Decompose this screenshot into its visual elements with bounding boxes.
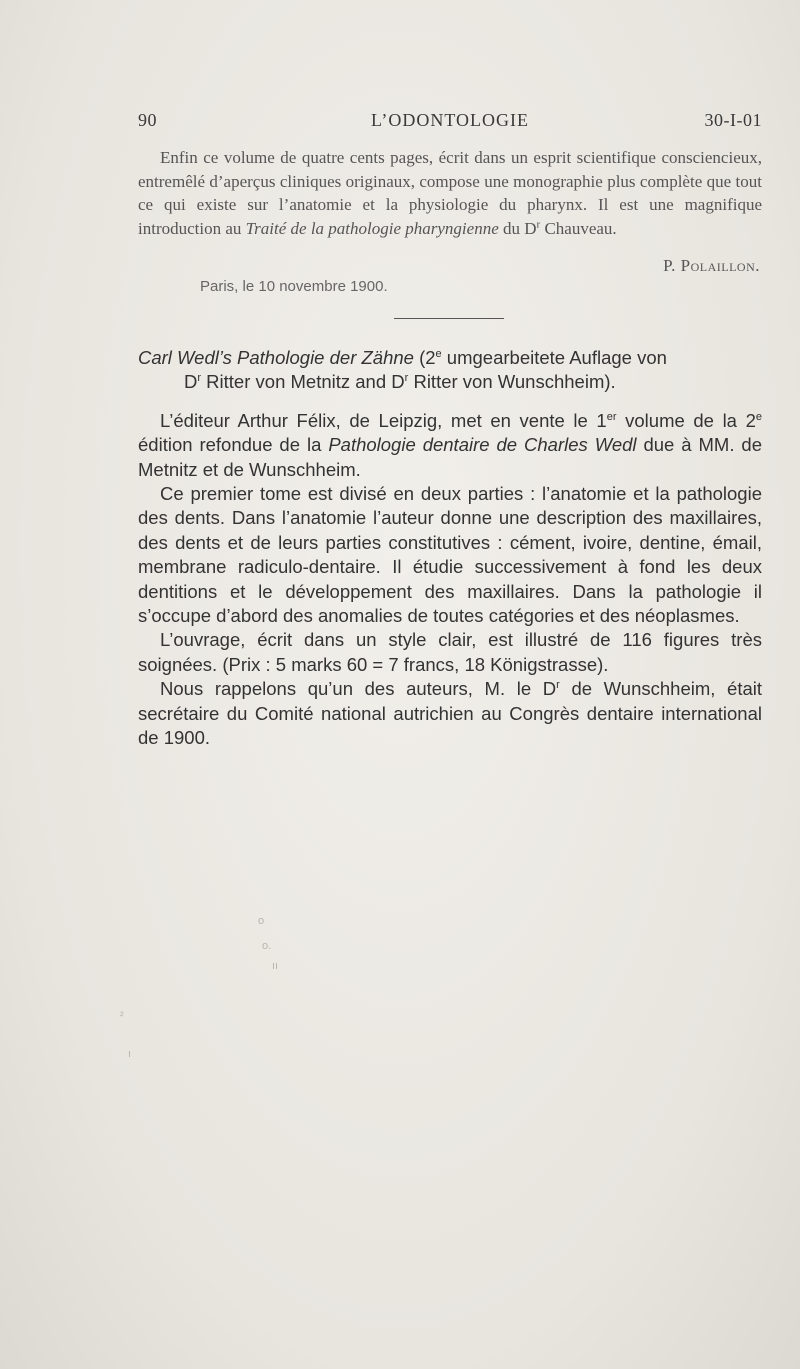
- review-wedl: [138, 346, 762, 751]
- paragraph-3: L’ouvrage, écrit dans un style clair, est illustré de 116 figures très soignées. (Prix : 5 marks 60 = 7 francs, 18 Königstrasse).: [138, 629, 762, 675]
- place-date: Paris, le 10 novembre 1900.: [200, 278, 388, 295]
- section-divider: [394, 318, 504, 319]
- signature: P. Polaillon.: [663, 256, 760, 275]
- issue-date: 30-I-01: [704, 110, 762, 130]
- paragraph-4: Nous rappelons qu’un des auteurs, M. le $D^r$ de Wunschheim, était secrétaire du Comité national autrichien au Congrès dentaire international de 1900.: [138, 678, 762, 749]
- bleed-through-mark: o.: [262, 940, 272, 952]
- review-polaillon: [138, 146, 762, 240]
- paragraph-2: Ce premier tome est divisé en deux parties : l’anatomie et la pathologie des dents. Dans l’anatomie l’auteur donne une description des maxillaires, des dents et de leurs parties constitutives : cément, ivoire, dentine, émail, membrane radiculo-dentaire. Il étudie successivement à fond les deux dentitions et le développement des maxillaires. Dans la pathologie il s’occupe d’abord des anomalies de toutes catégories et des néoplasmes.: [138, 483, 762, 627]
- paragraph-1: L’éditeur Arthur Félix, de Leipzig, met en vente le 1er volume de la 2e édition refondue de la Pathologie dentaire de Charles Wedl due à MM. de Metnitz et de Wunschheim.: [138, 409, 762, 480]
- book-reference: Carl Wedl’s Pathologie der Zähne (2e umgearbeitete Auflage von: [138, 347, 667, 368]
- book-reference-line2: $D^r$ Ritter von Metnitz and $D^r$ Ritter von Wunschheim).: [184, 371, 616, 393]
- page-number: 90: [138, 110, 157, 130]
- running-header: [138, 110, 762, 138]
- bleed-through-mark: o: [258, 915, 265, 927]
- bleed-through-mark: ıı: [272, 960, 279, 972]
- bleed-through-mark: ı: [128, 1048, 132, 1060]
- journal-title: L’ODONTOLOGIE: [371, 110, 529, 130]
- review-paragraph: Enfin ce volume de quatre cents pages, écrit dans un esprit scientifique consciencieux, entremêlé d’aperçus cliniques originaux, compose une monographie plus complète que tout ce qui existe sur l’anatomie et la physiologie du pharynx. Il est une magnifique introduction au Traité de la pathologie pharyngienne du $D^r$ Chauveau.: [138, 148, 762, 238]
- bleed-through-mark: ²: [120, 1010, 124, 1022]
- book-title: Traité de la pathologie pharyngienne: [245, 218, 499, 238]
